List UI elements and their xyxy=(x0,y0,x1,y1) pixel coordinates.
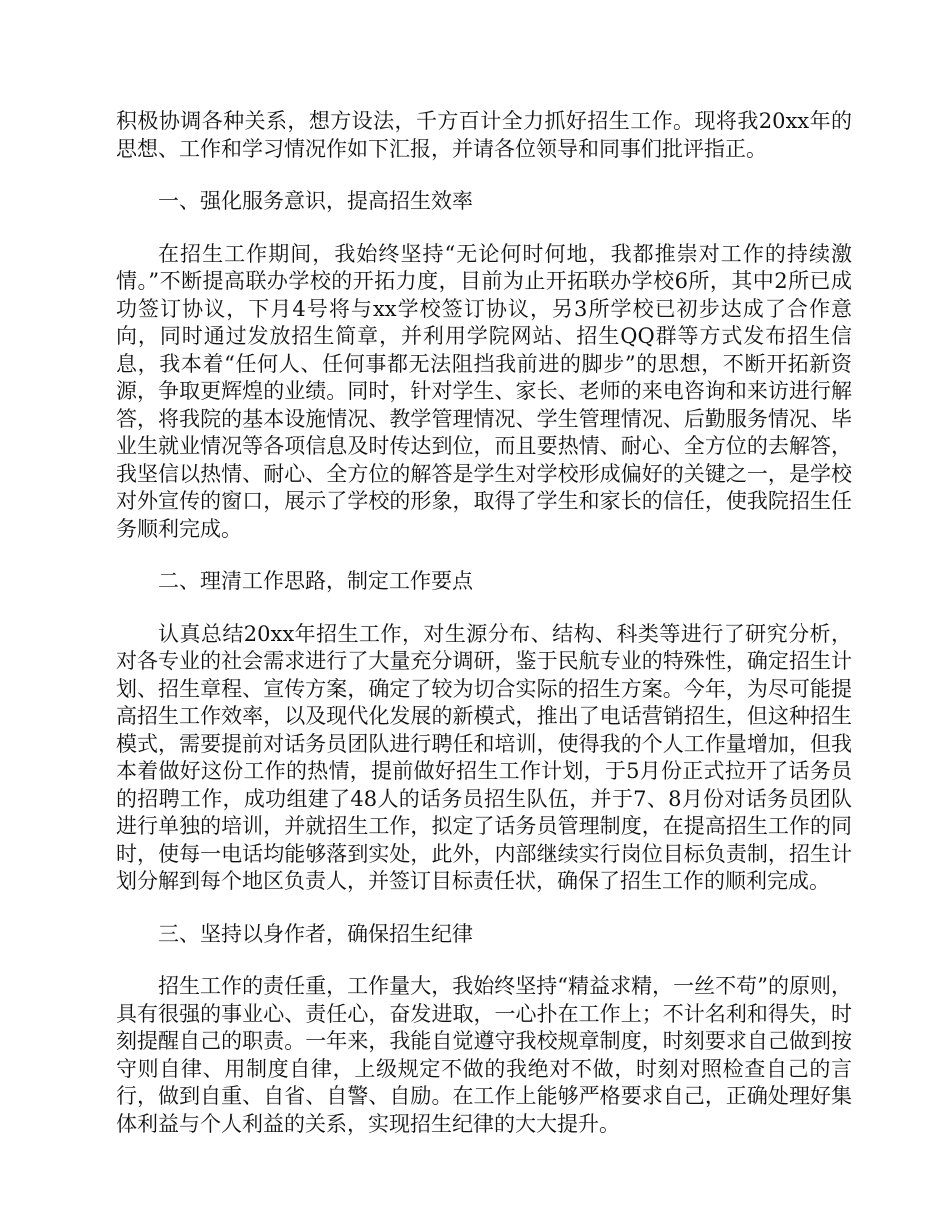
section-body-2: 认真总结20xx年招生工作，对生源分布、结构、科类等进行了研究分析，对各专业的社会需求进行了大量充分调研，鉴于民航专业的特殊性，确定招生计划、招生章程、宣传方案，确定了较为切合实际的招生方案。今年，为尽可能提高招生工作效率，以及现代化发展的新模式，推出了电话营销招生，但这种招生模式，需要提前对话务员团队进行聘任和培训，使得我的个人工作量增加，但我本着做好这份工作的热情，提前做好招生工作计划，于5月份正式拉开了话务员的招聘工作，成功组建了48人的话务员招生队伍，并于7、8月份对话务员团队进行单独的培训，并就招生工作，拟定了话务员管理制度，在提高招生工作的同时，使每一电话均能够落到实处，此外，内部继续实行岗位目标负责制，招生计划分解到每个地区负责人，并签订目标责任状，确保了招生工作的顺利完成。 xyxy=(116,621,852,893)
section-heading-2: 二、理清工作思路，制定工作要点 xyxy=(158,569,473,593)
intro-paragraph: 积极协调各种关系，想方设法，千方百计全力抓好招生工作。现将我20xx年的思想、工作和学习情况作如下汇报，并请各位领导和同事们批评指正。 xyxy=(116,109,852,161)
document-page xyxy=(116,108,852,1163)
section-body-3: 招生工作的责任重，工作量大，我始终坚持“精益求精，一丝不苟”的原则，具有很强的事业心、责任心，奋发进取，一心扑在工作上；不计名利和得失，时刻提醒自己的职责。一年来，我能自觉遵守我校规章制度，时刻要求自己做到按守则自律、用制度自律，上级规定不做的我绝对不做，时刻对照检查自己的言行，做到自重、自省、自警、自励。在工作上能够严格要求自己，正确处理好集体利益与个人利益的关系，实现招生纪律的大大提升。 xyxy=(116,974,852,1136)
section-heading-1: 一、强化服务意识，提高招生效率 xyxy=(158,189,473,213)
section-body-1: 在招生工作期间，我始终坚持“无论何时何地，我都推崇对工作的持续激情。”不断提高联办学校的开拓力度，目前为止开拓联办学校6所，其中2所已成功签订协议，下月4号将与xx学校签订协议，另3所学校已初步达成了合作意向，同时通过发放招生简章，并利用学院网站、招生QQ群等方式发布招生信息，我本着“任何人、任何事都无法阻挡我前进的脚步”的思想，不断开拓新资源，争取更辉煌的业绩。同时，针对学生、家长、老师的来电咨询和来访进行解答，将我院的基本设施情况、教学管理情况、学生管理情况、后勤服务情况、毕业生就业情况等各项信息及时传达到位，而且要热情、耐心、全方位的去解答，我坚信以热情、耐心、全方位的解答是学生对学校形成偏好的关键之一，是学校对外宣传的窗口，展示了学校的形象，取得了学生和家长的信任，使我院招生任务顺利完成。 xyxy=(116,241,852,541)
section-heading-3: 三、坚持以身作者，确保招生纪律 xyxy=(158,921,473,946)
